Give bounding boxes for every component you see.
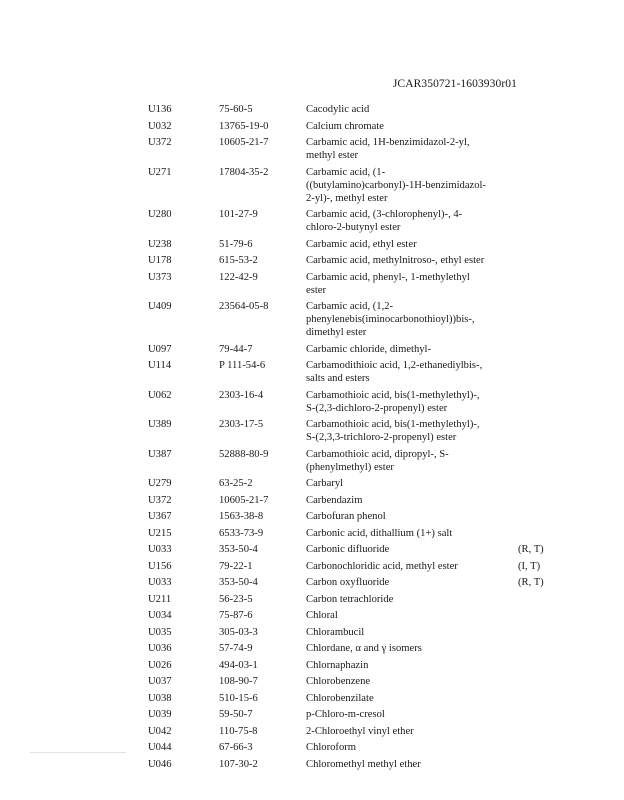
hazard-code: (I, T) bbox=[518, 560, 541, 572]
table-row bbox=[148, 527, 568, 540]
chemical-name: Carbamic acid, methylnitroso-, ethyl ester bbox=[306, 255, 485, 266]
chemical-name: Chlorobenzene bbox=[306, 676, 371, 687]
cas-number: 57-74-9 bbox=[219, 643, 253, 654]
table-row bbox=[148, 758, 568, 771]
hazard-code: (R, T) bbox=[518, 544, 544, 555]
cas-number: 1563-38-8 bbox=[219, 511, 264, 522]
cas-number: 615-53-2 bbox=[219, 255, 258, 266]
table-row bbox=[148, 692, 568, 705]
chemical-name: Chlorambucil bbox=[306, 626, 365, 638]
table-row bbox=[148, 136, 568, 162]
chemical-name: Carbamic acid, 1H-benzimidazol-2-yl, methyl ester bbox=[306, 137, 470, 161]
waste-code: U033 bbox=[148, 577, 172, 588]
chemical-name: Cacodylic acid bbox=[306, 104, 370, 115]
cas-number: 108-90-7 bbox=[219, 676, 258, 687]
waste-code: U042 bbox=[148, 725, 172, 737]
waste-code: U372 bbox=[148, 494, 172, 506]
waste-code: U046 bbox=[148, 758, 172, 770]
footer-divider bbox=[30, 752, 126, 753]
waste-code: U387 bbox=[148, 448, 172, 460]
waste-code: U215 bbox=[148, 527, 172, 539]
table-row bbox=[148, 741, 568, 754]
chemical-name: Carbonochloridic acid, methyl ester bbox=[306, 560, 458, 572]
table-row bbox=[148, 659, 568, 672]
cas-number: 59-50-7 bbox=[219, 709, 253, 720]
table-row bbox=[148, 543, 568, 556]
cas-number: 494-03-1 bbox=[219, 659, 258, 671]
table-row bbox=[148, 494, 568, 507]
waste-code: U038 bbox=[148, 692, 172, 704]
chemical-name: Chloral bbox=[306, 610, 338, 621]
table-row bbox=[148, 510, 568, 523]
waste-code: U114 bbox=[148, 360, 172, 371]
chemical-name: Carbamodithioic acid, 1,2-ethanediylbis-, salts and esters bbox=[306, 360, 483, 384]
waste-code: U367 bbox=[148, 511, 172, 522]
waste-code: U271 bbox=[148, 166, 172, 178]
chemical-name: Chlordane, α and γ isomers bbox=[306, 643, 422, 654]
hazardous-waste-table bbox=[148, 103, 568, 774]
table-row bbox=[148, 103, 568, 116]
cas-number: 101-27-9 bbox=[219, 209, 258, 220]
chemical-name: Carbon oxyfluoride bbox=[306, 577, 390, 588]
chemical-name: Carbamic acid, ethyl ester bbox=[306, 238, 417, 250]
cas-number: 353-50-4 bbox=[219, 544, 258, 555]
table-row bbox=[148, 609, 568, 622]
cas-number: 6533-73-9 bbox=[219, 527, 264, 539]
cas-number: 13765-19-0 bbox=[219, 120, 269, 132]
waste-code: U373 bbox=[148, 271, 172, 283]
chemical-name: Chlorobenzilate bbox=[306, 692, 374, 704]
waste-code: U062 bbox=[148, 389, 172, 401]
cas-number: 63-25-2 bbox=[219, 478, 253, 489]
table-row bbox=[148, 576, 568, 589]
waste-code: U389 bbox=[148, 419, 172, 430]
cas-number: 305-03-3 bbox=[219, 626, 258, 638]
cas-number: 52888-80-9 bbox=[219, 448, 269, 460]
chemical-name: Chloromethyl methyl ether bbox=[306, 758, 421, 770]
table-row bbox=[148, 626, 568, 639]
cas-number: 17804-35-2 bbox=[219, 166, 269, 178]
table-row bbox=[148, 642, 568, 655]
chemical-name: Carbendazim bbox=[306, 494, 363, 506]
table-row bbox=[148, 448, 568, 474]
table-row bbox=[148, 208, 568, 234]
cas-number: 2303-16-4 bbox=[219, 389, 264, 401]
chemical-name: Carbamic chloride, dimethyl- bbox=[306, 343, 432, 355]
waste-code: U409 bbox=[148, 301, 172, 312]
chemical-name: Carbonic difluoride bbox=[306, 544, 390, 555]
chemical-name: Carbofuran phenol bbox=[306, 511, 386, 522]
table-row bbox=[148, 359, 568, 385]
waste-code: U026 bbox=[148, 659, 172, 671]
chemical-name: Chlornaphazin bbox=[306, 659, 369, 671]
table-row bbox=[148, 418, 568, 444]
cas-number: 79-22-1 bbox=[219, 560, 253, 572]
chemical-name: p-Chloro-m-cresol bbox=[306, 709, 385, 720]
waste-code: U238 bbox=[148, 238, 172, 250]
chemical-name: Carbamic acid, (3-chlorophenyl)-, 4- chloro-2-butynyl ester bbox=[306, 209, 463, 233]
table-row bbox=[148, 166, 568, 205]
waste-code: U178 bbox=[148, 255, 172, 266]
cas-number: 56-23-5 bbox=[219, 593, 253, 605]
chemical-name: Carbamic acid, phenyl-, 1-methylethyl ester bbox=[306, 271, 470, 296]
chemical-name: Carbonic acid, dithallium (1+) salt bbox=[306, 527, 453, 539]
waste-code: U033 bbox=[148, 544, 172, 555]
table-row bbox=[148, 560, 568, 573]
cas-number: 75-87-6 bbox=[219, 610, 253, 621]
hazard-code: (R, T) bbox=[518, 577, 544, 588]
waste-code: U039 bbox=[148, 709, 172, 720]
chemical-name: Carbamic acid, (1- ((butylamino)carbonyl)-1H-benzimidazol- 2-yl)-, methyl ester bbox=[306, 166, 487, 204]
table-row bbox=[148, 238, 568, 251]
chemical-name: Carbamothioic acid, bis(1-methylethyl)-, S-(2,3-dichloro-2-propenyl) ester bbox=[306, 389, 480, 414]
chemical-name: Carbaryl bbox=[306, 478, 344, 489]
waste-code: U036 bbox=[148, 643, 172, 654]
waste-code: U032 bbox=[148, 120, 172, 132]
table-row bbox=[148, 725, 568, 738]
table-row bbox=[148, 120, 568, 133]
cas-number: 79-44-7 bbox=[219, 343, 253, 355]
cas-number: 353-50-4 bbox=[219, 577, 258, 588]
cas-number: 10605-21-7 bbox=[219, 137, 269, 148]
chemical-name: Carbamic acid, (1,2- phenylenebis(iminocarbonothioyl))bis-, dimethyl ester bbox=[306, 301, 475, 338]
waste-code: U037 bbox=[148, 676, 172, 687]
chemical-name: 2-Chloroethyl vinyl ether bbox=[306, 725, 414, 737]
chemical-name: Chloroform bbox=[306, 742, 357, 753]
document-id: JCAR350721-1603930r01 bbox=[392, 78, 517, 90]
table-row bbox=[148, 675, 568, 688]
table-row bbox=[148, 254, 568, 267]
chemical-name: Carbamothioic acid, bis(1-methylethyl)-, S-(2,3,3-trichloro-2-propenyl) ester bbox=[306, 419, 480, 443]
table-row bbox=[148, 477, 568, 490]
table-row bbox=[148, 593, 568, 606]
cas-number: 2303-17-5 bbox=[219, 419, 264, 430]
waste-code: U097 bbox=[148, 343, 172, 355]
cas-number: 51-79-6 bbox=[219, 238, 253, 250]
chemical-name: Calcium chromate bbox=[306, 120, 384, 132]
chemical-name: Carbamothioic acid, dipropyl-, S- (phenylmethyl) ester bbox=[306, 448, 449, 473]
table-row bbox=[148, 300, 568, 339]
table-row bbox=[148, 271, 568, 297]
table-row bbox=[148, 343, 568, 356]
waste-code: U280 bbox=[148, 209, 172, 220]
cas-number: 67-66-3 bbox=[219, 742, 253, 753]
waste-code: U211 bbox=[148, 593, 172, 605]
waste-code: U035 bbox=[148, 626, 172, 638]
cas-number: 107-30-2 bbox=[219, 758, 258, 770]
waste-code: U044 bbox=[148, 742, 172, 753]
cas-number: 75-60-5 bbox=[219, 104, 253, 115]
cas-number: 23564-05-8 bbox=[219, 301, 269, 312]
chemical-name: Carbon tetrachloride bbox=[306, 593, 394, 605]
table-row bbox=[148, 708, 568, 721]
waste-code: U279 bbox=[148, 478, 172, 489]
table-row bbox=[148, 389, 568, 415]
cas-number: 110-75-8 bbox=[219, 725, 258, 737]
waste-code: U136 bbox=[148, 104, 172, 115]
waste-code: U034 bbox=[148, 610, 172, 621]
cas-number: 122-42-9 bbox=[219, 271, 258, 283]
waste-code: U372 bbox=[148, 137, 172, 148]
cas-number: 510-15-6 bbox=[219, 692, 258, 704]
cas-number: P 111-54-6 bbox=[219, 360, 266, 371]
waste-code: U156 bbox=[148, 560, 172, 572]
cas-number: 10605-21-7 bbox=[219, 494, 269, 506]
